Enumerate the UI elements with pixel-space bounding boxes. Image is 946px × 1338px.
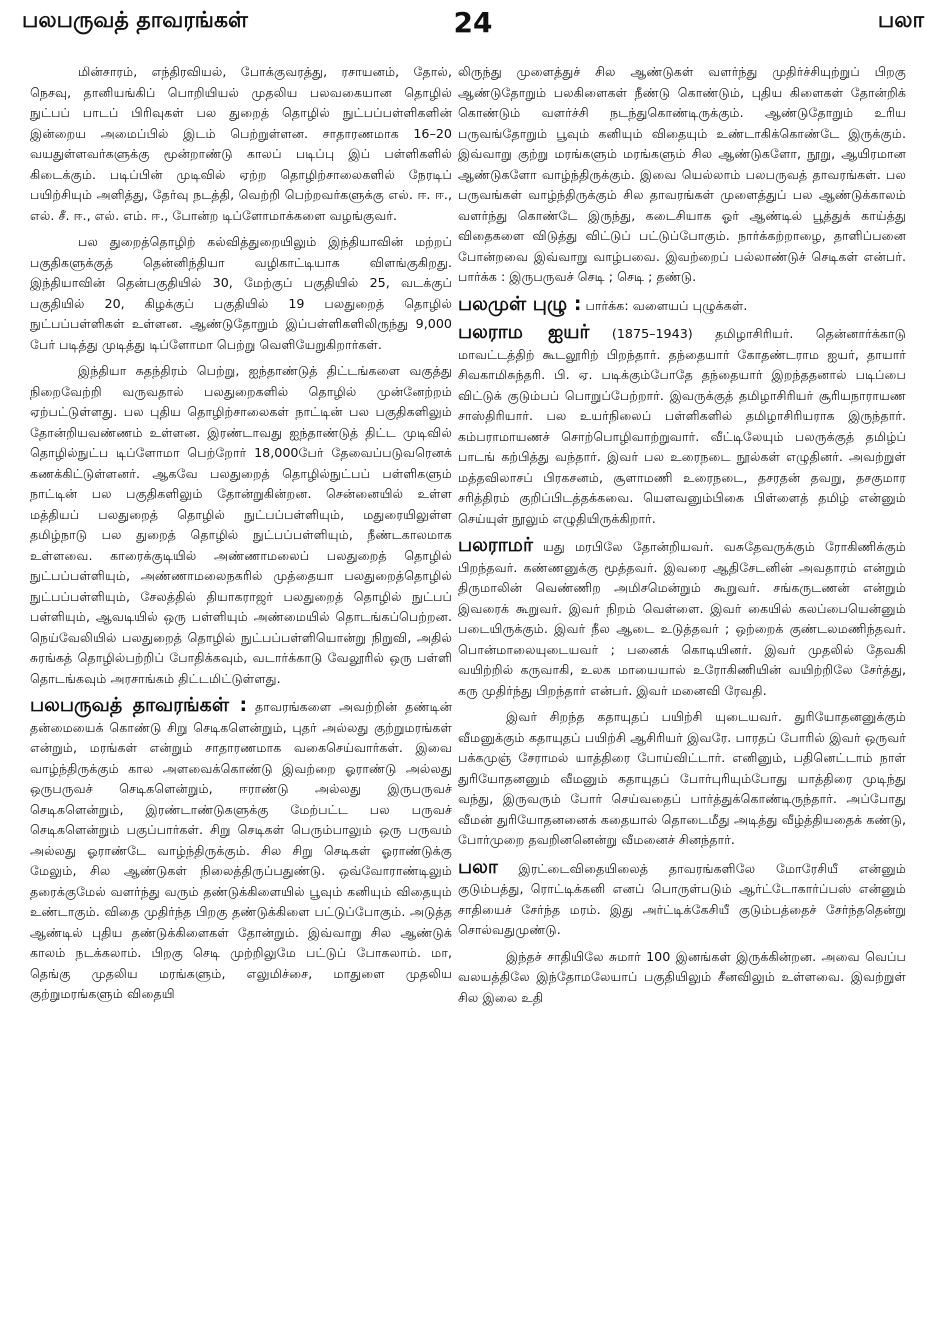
entry-heading: பலா xyxy=(458,855,498,878)
entry-perennial-plants xyxy=(30,695,452,1005)
paragraph: பல துறைத்தொழிற் கல்வித்துறையிலும் இந்தியாவின் மற்றப் பகுதிகளுக்குத் தென்னிந்தியா வழிகாட்டியாக விளங்குகிறது. இந்தியாவின் தென்பகுதியில் 30, மேற்குப் பகுதியில் 25, வடக்குப் பகுதியில் 20, கிழக்குப் பகுதியில் 19 பலதுறைத் தொழில் நுட்பப்பள்ளிகள் உள்ளன. ஆண்டுதோறும் இப்பள்ளிகளிலிருந்து 9,000 பேர் படித்து முடித்து டிப்ளோமா பெற்று வெளியேறுகிறார்கள். xyxy=(30,234,452,352)
entry-heading: பலராமர் xyxy=(458,534,533,556)
paragraph: இந்தச் சாதியிலே சுமார் 100 இனங்கள் இருக்கின்றன. அவை வெப்ப வலயத்திலே இந்தோமலேயாப் பகுதியிலும் சீனவிலும் உள்ளவை. இவற்றுள் சில இலை உதி xyxy=(458,948,906,1005)
running-keyword: பலா xyxy=(877,8,924,33)
page-header xyxy=(22,6,924,40)
page-number: 24 xyxy=(453,6,493,39)
entry-balarama xyxy=(458,535,906,701)
entry-body: தாவரங்களை அவற்றின் தண்டின் தன்மையைக் கொண்டு சிறு செடிகளென்றும், புதர் அல்லது குற்றுமரங்கள் என்றும், மரங்கள் என்றும் சாதாரணமாக வகைசெய்வார்கள். இவை வாழ்ந்திருக்கும் கால அளவைக்கொண்டு இவற்றை ஓராண்டு அல்லது ஒருபருவச் செடிகளென்றும், ஈராண்டு அல்லது இருபருவச் செடிகளென்றும், இரண்டாண்டுகளுக்கு மேற்பட்ட பல பருவச் செடிகளென்றும் பகுப்பார்கள். சிறு செடிகள் பெரும்பாலும் ஒரு பருவம் அல்லது ஓராண்டே வாழ்ந்திருக்கும். சில சிறு செடிகள் ஓராண்டுக்கு மேலும், சில ஆண்டுகள் நிலைத்திருப்பதுண்டு. ஒவ்வோராண்டிலும் தரைக்குமேல் வளர்ந்து வரும் தண்டுக்கிளையில் பூவும் கனியும் விதையும் உண்டாகும். விதை முதிர்ந்த பிறகு தண்டுக்கிளை பட்டுப்போகும். அடுத்த ஆண்டில் புதிய தண்டுக்கிளைகள் தோன்றும். இவ்வாறு சில ஆண்டுக் காலம் நடக்கலாம். பிறகு செடி முற்றிலுமே பட்டுப் போகலாம். மா, தெங்கு முதலிய மரங்களும், எலுமிச்சை, மாதுளை முதலிய குற்றுமரங்களும் விதையி xyxy=(30,699,452,1001)
paragraph: மின்சாரம், எந்திரவியல், போக்குவரத்து, ரசாயனம், தோல், நெசவு, தானியங்கிப் பொறியியல் முதலிய பலவகையான தொழில் நுட்பப் பாடப் பிரிவுகள் பல துறைத் தொழில் நுட்பப்பள்ளிகளின் இன்றைய அமைப்பில் இடம் பெற்றுள்ளன. சாதாரணமாக 16–20 வயதுள்ளவர்களுக்கு மூன்றாண்டு காலப் படிப்பு இப் பள்ளிகளில் கிடைக்கும். படிப்பின் முடிவில் ஏற்ற தொழிற்சாலைகளில் நேரடிப் பயிற்சியும் அளித்து, தேர்வு நடத்தி, வெற்றி பெற்றவர்களுக்கு எல். ஈ. ஈ., எல். சீ. ஈ., எல். எம். ஈ., போன்ற டிப்ளோமாக்களை வழங்குவர். xyxy=(30,64,452,223)
entry-heading: பலராம ஐயர் xyxy=(458,321,590,343)
paragraph: இவர் சிறந்த கதாயுதப் பயிற்சி யுடையவர். துரியோதனனுக்கும் வீமனுக்கும் கதாயுதப் பயிற்சி ஆசிரியர் இவரே. பாரதப் போரில் இவர் ஒருவர் பக்கமுஞ் சேராமல் யாத்திரை போய்விட்டார். எனினும், பதினெட்டாம் நாள் துரியோதனனும் வீமனும் கதாயுதப் போர்புரியும்போது யாத்திரை முடிந்து வந்து, இருவரும் போர் செய்வதைப் பார்த்துக்கொண்டிருந்தார். அப்போது வீமன் துரியோதனனைக் கதையால் தொடைமீது அடித்து வீழ்த்தியதைக் கண்டு, போர்முறை தவறினனென்று வீமனைச் சினந்தார். xyxy=(458,709,906,847)
entry-body: பார்க்க: வளையப் புழுக்கள். xyxy=(581,297,748,313)
entry-heading: பலபருவத் தாவரங்கள் : xyxy=(30,694,248,716)
entry-balarama-iyer xyxy=(458,322,906,529)
entry-spiny-worm xyxy=(458,294,906,317)
entry-jackfruit xyxy=(458,857,906,941)
right-column xyxy=(458,62,906,1330)
entry-heading: பலமுள் புழு : xyxy=(458,292,582,315)
entry-body: இரட்டைவிதையிலைத் தாவரங்களிலே மோரேசியீ என்னும் குடும்பத்து, ரொட்டிக்கனி எனப் பொருள்படும் ஆர்ட்டோகார்ப்பஸ் என்னும் சாதியைச் சேர்ந்த மரம். இது அர்ட்டிக்கேசியீ குடும்பத்தைச் சேர்ந்ததென்று சொல்வதுமுண்டு. xyxy=(458,860,906,937)
entry-body: யது மரபிலே தோன்றியவர். வசுதேவருக்கும் ரோகிணிக்கும் பிறந்தவர். கண்ணனுக்கு மூத்தவர். இவரை ஆதிசேடனின் அவதாரம் என்றும் திருமாலின் வெண்ணிற அமிசமென்றும் கூறுவர். சங்கருடணன் என்றும் இவரைக் கூறுவர். இவர் நிறம் வெள்ளை. இவர் கையில் கலப்பையென்னும் படையிருக்கும். இவர் நீல ஆடை உடுத்தவர் ; ஒற்றைக் குண்டலமணிந்தவர். பொன்மாலையுடையவர் ; பனைக் கொடியினர். இவர் முதலில் தேவகி வயிற்றில் கருவாகி, உலக மாயையால் உரோகிணியின் வயிற்றிலே சேர்த்து, கரு முதிர்ந்து பிறந்தார் என்பர். இவர் மனைவி ரேவதி. xyxy=(458,539,906,698)
entry-body: (1875–1943) தமிழாசிரியர். தென்னார்க்காடு மாவட்டத்திற் கூடலூரிற் பிறந்தார். தந்தையார் கோதண்டராம ஐயர், தாயார் சிவகாமிசுந்தரி. பி. ஏ. படிக்கும்போதே தந்தையார் இறந்ததனால் படிப்பை விட்டுக் குடும்பப் பொறுப்பேற்றார். இவருக்குத் தமிழாசிரியர் சூரியநாராயண சாஸ்திரியார். பல உயர்நிலைப் பள்ளிகளில் தமிழாசிரியராக இருந்தார். கம்பராமாயணச் சொற்பொழிவாற்றுவார். வீட்டிலேயும் பலருக்குத் தமிழ்ப் பாடங் கற்பித்து வந்தார். இவர் பல உரைநடை நூல்கள் எழுதினர். அவற்றுள் மத்தவிலாசப் பிரகசனம், சூளாமணி உரைநடை, தசரதன் தவறு, தசகுமார சரித்திரம் குறிப்பிடத்தக்கவை. யௌவனும்பிகை பிள்ளைத் தமிழ் என்னும் செய்யுள் நூலும் எழுதியிருக்கிறார். xyxy=(458,326,906,526)
left-column xyxy=(30,62,452,1330)
paragraph: இந்தியா சுதந்திரம் பெற்று, ஐந்தாண்டுத் திட்டங்களை வகுத்து நிறைவேற்றி வருவதால் பலதுறைகளில் தொழில் முன்னேற்றம் ஏற்பட்டுள்ளது. பல புதிய தொழிற்சாலைகள் நாட்டின் பல பகுதிகளிலும் தோன்றியவண்ணம் உள்ளன. இரண்டாவது ஐந்தாண்டுத் திட்ட முடிவில் தொழில்நுட்ப டிப்ளோமா பெற்றோர் 18,000பேர் தேவைப்படுவரெனக் கணக்கிட்டுள்ளனர். ஆகவே பலதுறைத் தொழில்நுட்பப் பள்ளிகளும் நாட்டின் பல பகுதிகளிலும் தோன்றுகின்றன. சென்னையில் உள்ள மத்தியப் பலதுறைத் தொழில் நுட்பப்பள்ளியும், மதுரையிலுள்ள தமிழ்நாடு பல துறைத் தொழில் நுட்பப்பள்ளியும், நீண்டகாலமாக உள்ளவை. காரைக்குடியில் அண்ணாமலைப் பலதுறைத் தொழில் நுட்பப்பள்ளியும், அண்ணாமலைநகரில் முத்தையா பலதுறைத்தொழில் நுட்பப்பள்ளியும், சேலத்தில் தியாகராஜர் பலதுறைத் தொழில் நுட்பப் பள்ளியும், ஆவடியில் ஒரு பள்ளியும் அண்மையில் தொடங்கப்பெற்றன. நெய்வேலியில் பலதுறைத் தொழில் நுட்பப்பள்ளியொன்று நிறுவி, அதில் சுரங்கத் தொழில்பற்றிப் போதிக்கவும், வடார்க்காடு வேலூரில் ஒரு பள்ளி தொடங்கவும் அரசாங்கம் திட்டமிட்டுள்ளது. xyxy=(30,363,452,686)
paragraph: லிருந்து முளைத்துச் சில ஆண்டுகள் வளர்ந்து முதிர்ச்சியுற்றுப் பிறகு ஆண்டுதோறும் பலகிளைகள் நீண்டு கொண்டும், புதிய கிளைகள் தோன்றிக் கொண்டும் வளர்ச்சி நடந்துகொண்டிருக்கும். ஆண்டுதோறும் உரிய பருவங்தோறும் பூவும் கனியும் விதையும் உண்டாகிக்கொண்டே இருக்கும். இவ்வாறு குற்று மரங்களும் மரங்களும் சில ஆண்டுகளோ, நூறு, ஆயிரமான ஆண்டுகளோ வாழ்ந்திருக்கும். இவை யெல்லாம் பலபருவத் தாவரங்கள். பல பருவங்கள் வாழ்ந்திருக்கும் சில தாவரங்கள் முளைத்துப் பல ஆண்டுக்காலம் வளர்ந்து கொண்டே இருந்து, கடைசியாக ஓர் ஆண்டில் பூத்துக் காய்த்து விதைகளை விடுத்து விட்டுப் பட்டுப்போகும். நார்க்கற்றாழை, தாளிப்பனை போன்றவை இவ்வாறு வாழ்பவை. இவற்றைப் பல்லாண்டுச் செடிகள் என்பர். பார்க்க : இருபருவச் செடி ; செடி ; தண்டு. xyxy=(458,64,906,284)
running-title: பலபருவத் தாவரங்கள் xyxy=(22,8,248,33)
